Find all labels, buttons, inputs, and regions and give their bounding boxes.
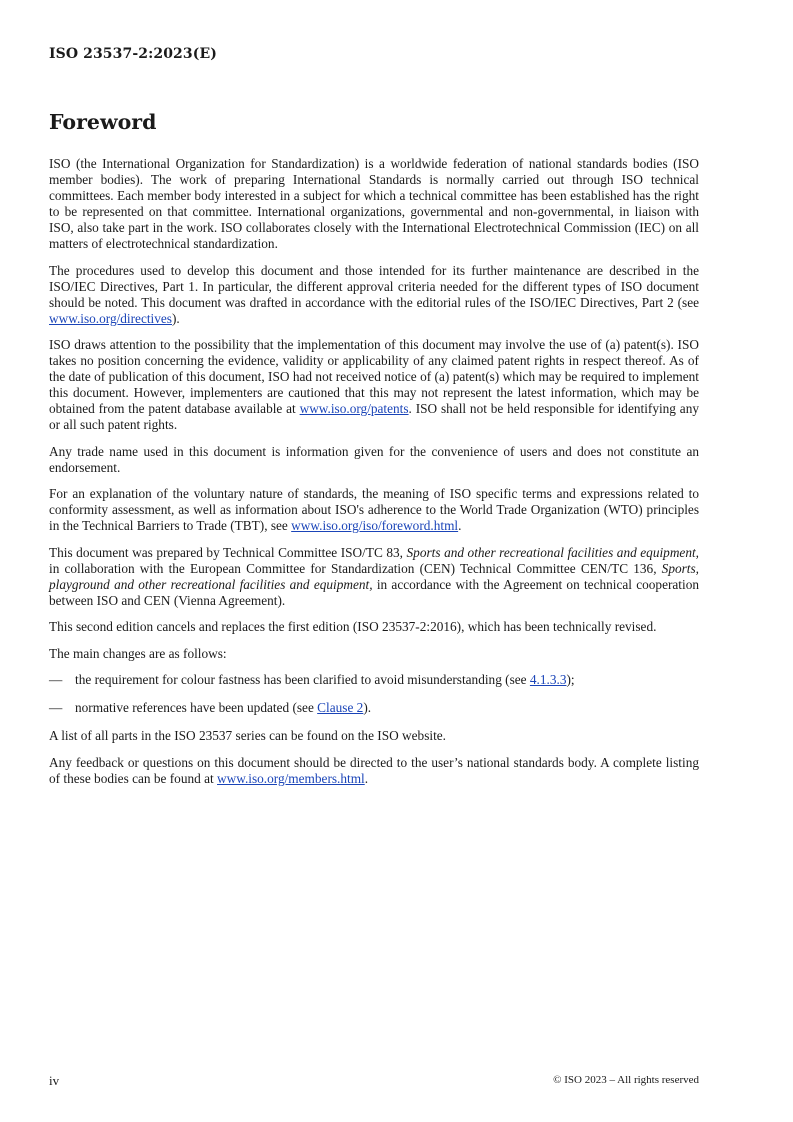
committee-title-italic: Sports, playground and other recreational facilities and equipment, bbox=[49, 560, 699, 592]
paragraph-main-changes: The main changes are as follows: bbox=[49, 645, 227, 661]
committee-title-italic: Sports and other recreational facilities and equipment, bbox=[406, 544, 699, 560]
document-identifier: ISO 23537-2:2023(E) bbox=[49, 46, 217, 62]
list-item bbox=[49, 672, 699, 688]
list-text: ). bbox=[363, 700, 372, 715]
list-text: ); bbox=[566, 672, 575, 687]
paragraph-iso-intro: ISO (the International Organization for Standardization) is a worldwide federation of national standards bodies (ISO member bodies). The work of preparing International Standards is normally carried out through ISO technical committees. Each member body interested in a subject for which a technical committee has been established has the right to be represented on that committee. International organizations, governmental and non-governmental, in liaison with ISO, also take part in the work. ISO collaborates closely with the International Electrotechnical Commission (IEC) on all matters of electrotechnical standardization. bbox=[49, 156, 699, 251]
clause-4-1-3-3-link[interactable]: 4.1.3.3 bbox=[529, 672, 567, 687]
foreword-body bbox=[49, 156, 699, 797]
paragraph-text: in collaboration with the European Committee for Standardization (CEN) Technical Committee CEN/TC 136, bbox=[49, 560, 662, 576]
paragraph-committee bbox=[49, 545, 699, 609]
list-text: normative references have been updated (see bbox=[75, 700, 318, 715]
paragraph-text: ). bbox=[171, 310, 180, 326]
paragraph-text: The procedures used to develop this document and those intended for its further maintenance are described in the ISO/IEC Directives, Part 1. In particular, the different approval criteria needed for the different types of ISO document should be noted. This document was drafted in accordance with the editorial rules of the ISO/IEC Directives, Part 2 (see bbox=[49, 262, 699, 310]
paragraph-text: Any feedback or questions on this document should be directed to the user’s national standards body. A complete listing of these bodies can be found at bbox=[49, 754, 699, 786]
paragraph-text: . bbox=[364, 770, 369, 786]
paragraph-procedures bbox=[49, 263, 699, 327]
paragraph-text: ISO draws attention to the possibility that the implementation of this document may involve the use of (a) patent(s). ISO takes no position concerning the evidence, validity or applicability of any claimed patent rights in respect thereof. As of the date of publication of this document, ISO had not received notice of (a) patent(s) which may be required to implement this document. However, implementers are cautioned that this may not represent the latest information, which may be obtained from the patent database available at bbox=[49, 337, 699, 416]
list-item bbox=[49, 700, 699, 716]
paragraph-series-parts: A list of all parts in the ISO 23537 series can be found on the ISO website. bbox=[49, 728, 446, 743]
paragraph-text: . bbox=[458, 518, 462, 533]
paragraph-feedback bbox=[49, 755, 699, 787]
list-text: the requirement for colour fastness has been clarified to avoid misunderstanding (see bbox=[75, 672, 530, 687]
foreword-link[interactable]: www.iso.org/iso/foreword.html bbox=[291, 518, 459, 533]
directives-link[interactable]: www.iso.org/directives bbox=[49, 310, 172, 326]
paragraph-text: . ISO shall not be held responsible for identifying any or all such patent rights. bbox=[49, 401, 699, 432]
list-item-text bbox=[75, 700, 699, 716]
list-item-text bbox=[75, 672, 699, 688]
section-title: Foreword bbox=[49, 110, 157, 134]
paragraph-text: For an explanation of the voluntary nature of standards, the meaning of ISO specific terms and expressions related to conformity assessment, as well as information about ISO's adherence to the World Trade Organization (WTO) principles in the Technical Barriers to Trade (TBT), see bbox=[49, 486, 699, 533]
clause-2-link[interactable]: Clause 2 bbox=[317, 700, 364, 715]
paragraph-voluntary-nature bbox=[49, 486, 699, 534]
paragraph-patents bbox=[49, 337, 699, 433]
paragraph-text: This document was prepared by Technical Committee ISO/TC 83, bbox=[49, 544, 407, 560]
paragraph-text: in accordance with the Agreement on technical cooperation between ISO and CEN (Vienna Agreement). bbox=[49, 576, 699, 608]
members-link[interactable]: www.iso.org/members.html bbox=[217, 770, 365, 786]
list-dash: — bbox=[49, 700, 63, 715]
paragraph-trade-name: Any trade name used in this document is information given for the convenience of users and does not constitute an endorsement. bbox=[49, 443, 699, 475]
copyright-notice: © ISO 2023 – All rights reserved bbox=[553, 1074, 699, 1086]
page-number: iv bbox=[49, 1073, 60, 1088]
paragraph-edition: This second edition cancels and replaces the first edition (ISO 23537-2:2016), which has been technically revised. bbox=[49, 619, 657, 634]
list-dash: — bbox=[49, 672, 63, 687]
patents-link[interactable]: www.iso.org/patents bbox=[299, 401, 409, 416]
